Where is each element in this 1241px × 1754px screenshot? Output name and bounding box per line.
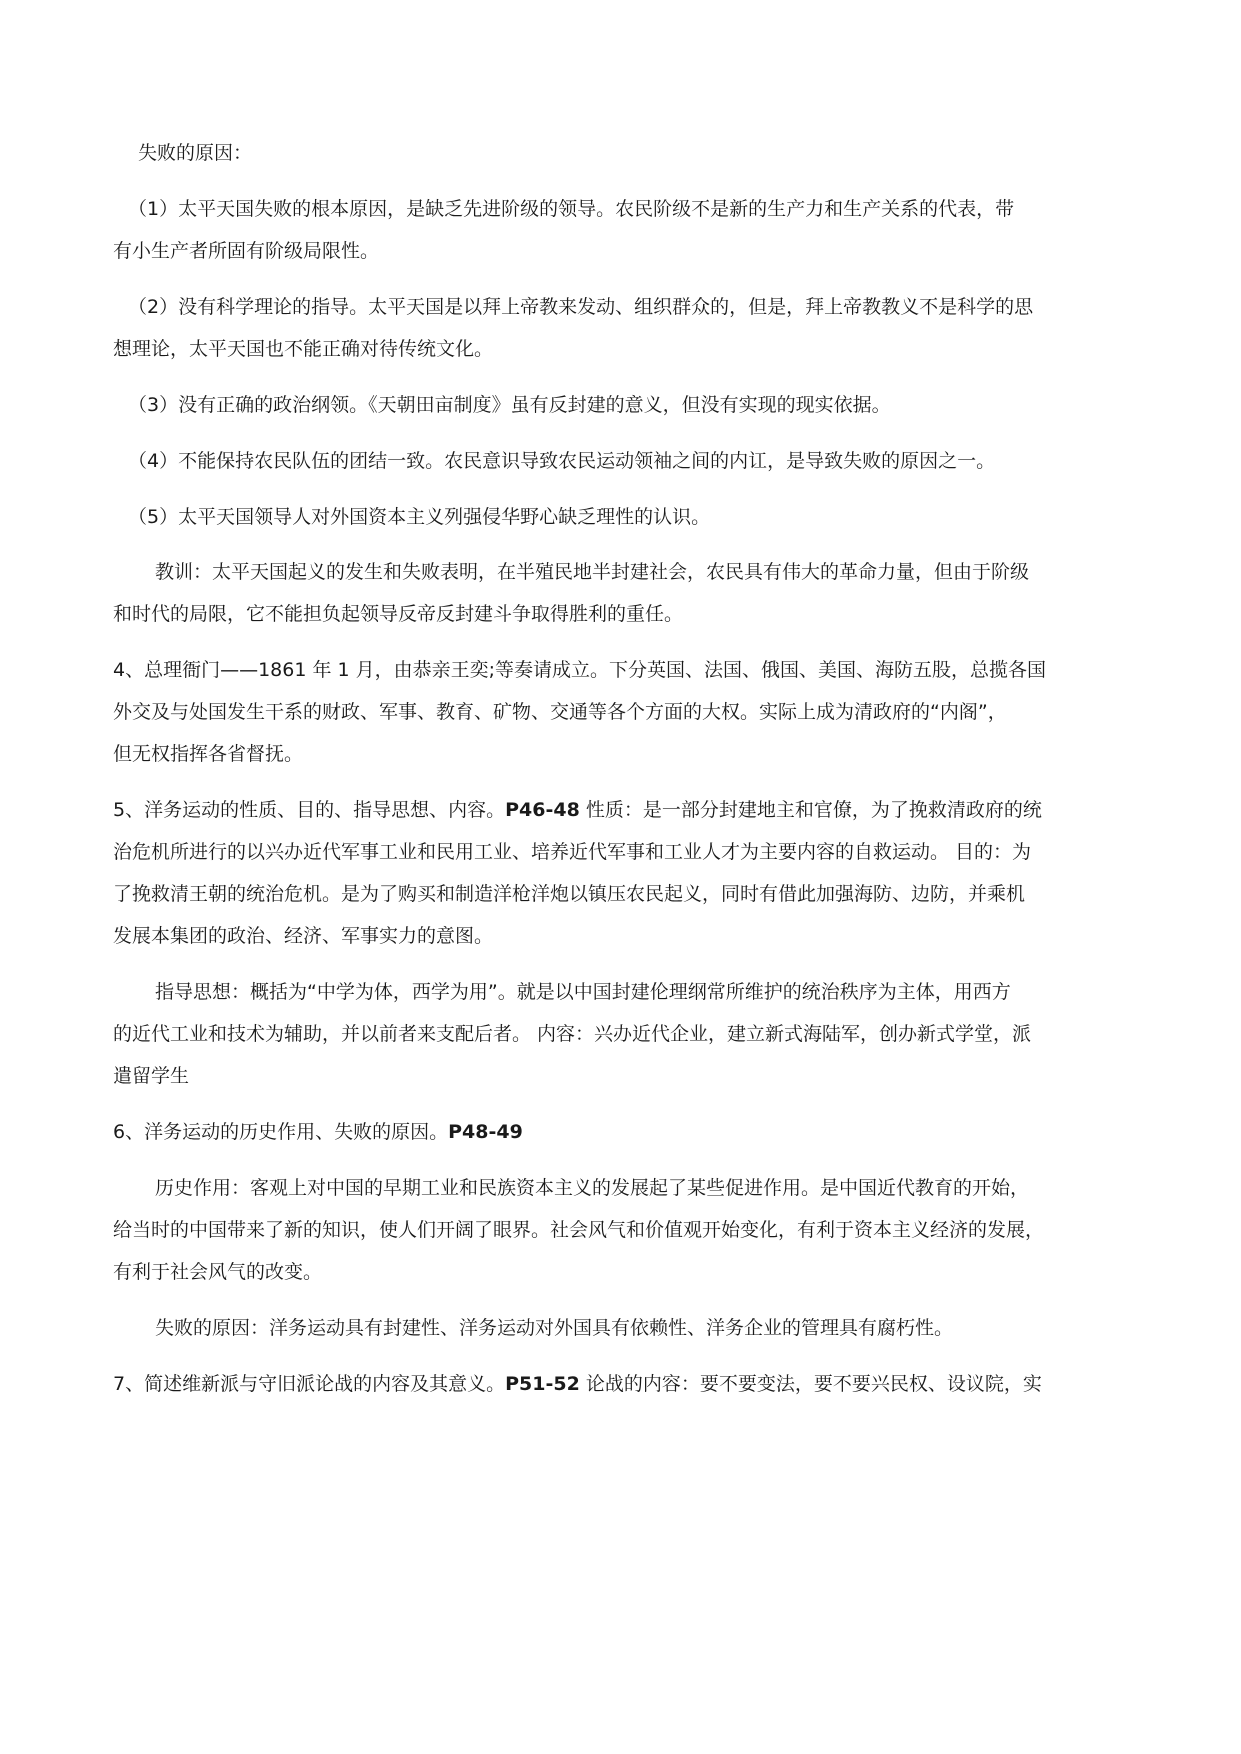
page-reference: P48-49 bbox=[448, 1121, 523, 1143]
numbered-item-4: 4、总理衙门——1861 年 1 月，由恭亲王奕;等奏请成立。下分英国、法国、俄国、美国、海防五股，总揽各国 bbox=[113, 659, 1047, 681]
numbered-item-7 bbox=[113, 1370, 1042, 1398]
paragraph-line: （2）没有科学理论的指导。太平天国是以拜上帝教来发动、组织群众的，但是，拜上帝教教义不是科学的思 bbox=[128, 296, 1034, 318]
paragraph-line: 教训：太平天国起义的发生和失败表明，在半殖民地半封建社会，农民具有伟大的革命力量，但由于阶级 bbox=[155, 561, 1030, 583]
paragraph-line: 治危机所进行的以兴办近代军事工业和民用工业、培养近代军事和工业人才为主要内容的自救运动。 目的：为 bbox=[113, 841, 1032, 863]
item-text: 5、洋务运动的性质、目的、指导思想、内容。 bbox=[113, 799, 506, 821]
item-text: 性质：是一部分封建地主和官僚，为了挽救清政府的统 bbox=[579, 799, 1042, 821]
paragraph-line: 了挽救清王朝的统治危机。是为了购买和制造洋枪洋炮以镇压农民起义，同时有借此加强海防、边防，并乘机 bbox=[113, 883, 1026, 905]
numbered-item-5 bbox=[113, 796, 1042, 824]
paragraph-line: 的近代工业和技术为辅助，并以前者来支配后者。 内容：兴办近代企业，建立新式海陆军，创办新式学堂，派 bbox=[113, 1023, 1032, 1045]
paragraph-line: 失败的原因：洋务运动具有封建性、洋务运动对外国具有依赖性、洋务企业的管理具有腐朽性。 bbox=[155, 1317, 954, 1339]
paragraph-line: 和时代的局限，它不能担负起领导反帝反封建斗争取得胜利的重任。 bbox=[113, 603, 684, 625]
paragraph-line: 发展本集团的政治、经济、军事实力的意图。 bbox=[113, 925, 494, 947]
section-heading-failure-reasons: 失败的原因： bbox=[138, 142, 253, 164]
paragraph-line: 外交及与处国发生干系的财政、军事、教育、矿物、交通等各个方面的大权。实际上成为清政府的“内阁”， bbox=[113, 701, 1007, 723]
item-text: 论战的内容：要不要变法，要不要兴民权、设议院，实 bbox=[579, 1373, 1042, 1395]
paragraph-line: 遣留学生 bbox=[113, 1065, 190, 1087]
page-reference: P51-52 bbox=[505, 1373, 580, 1395]
paragraph-line: 有小生产者所固有阶级局限性。 bbox=[113, 240, 380, 262]
paragraph-line: 给当时的中国带来了新的知识，使人们开阔了眼界。社会风气和价值观开始变化，有利于资本主义经济的发展， bbox=[113, 1219, 1045, 1241]
paragraph-line: 历史作用：客观上对中国的早期工业和民族资本主义的发展起了某些促进作用。是中国近代教育的开始， bbox=[155, 1177, 1030, 1199]
paragraph-line: 有利于社会风气的改变。 bbox=[113, 1261, 323, 1283]
paragraph-line: 指导思想：概括为“中学为体，西学为用”。就是以中国封建伦理纲常所维护的统治秩序为主体，用西方 bbox=[155, 981, 1011, 1003]
paragraph-line: （4）不能保持农民队伍的团结一致。农民意识导致农民运动领袖之间的内讧，是导致失败的原因之一。 bbox=[128, 450, 996, 472]
paragraph-line: 但无权指挥各省督抚。 bbox=[113, 743, 304, 765]
paragraph-line: 想理论，太平天国也不能正确对待传统文化。 bbox=[113, 338, 494, 360]
paragraph-line: （3）没有正确的政治纲领。《天朝田亩制度》虽有反封建的意义，但没有实现的现实依据。 bbox=[128, 394, 891, 416]
paragraph-line: （5）太平天国领导人对外国资本主义列强侵华野心缺乏理性的认识。 bbox=[128, 506, 711, 528]
numbered-item-6 bbox=[113, 1118, 523, 1146]
paragraph-line: （1）太平天国失败的根本原因，是缺乏先进阶级的领导。农民阶级不是新的生产力和生产关系的代表，带 bbox=[128, 198, 1015, 220]
page-reference: P46-48 bbox=[505, 799, 580, 821]
item-text: 7、简述维新派与守旧派论战的内容及其意义。 bbox=[113, 1373, 506, 1395]
item-text: 6、洋务运动的历史作用、失败的原因。 bbox=[113, 1121, 449, 1143]
